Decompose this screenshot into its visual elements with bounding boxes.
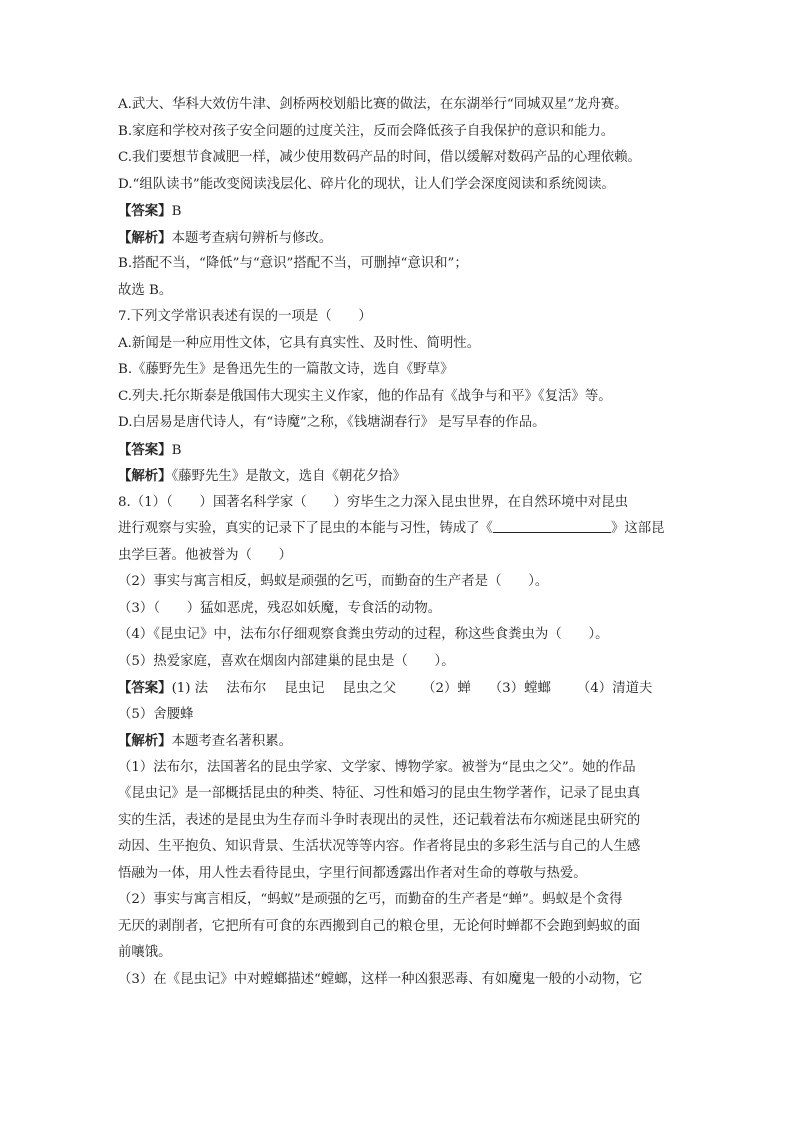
q8-stem-1b <box>118 516 678 543</box>
q8-analysis-p1-l4: 动因、生平抱负、知识背景、生活状况等等内容。作者将昆虫的多彩生活与自己的人生感 <box>118 839 641 854</box>
q8-stem-2: （2）事实与寓言相反，蚂蚁是顽强的乞丐，而勤奋的生产者是（ ）。 <box>118 574 549 589</box>
q8-stem-5: （5）热爱家庭，喜欢在烟囱内部建巢的昆虫是（ ）。 <box>118 653 455 669</box>
q8-analysis-p2-l3: 前嚷饿。 <box>118 945 172 960</box>
answer-label: 【答案】 <box>118 203 172 219</box>
q6-analysis-line2: B.搭配不当，“降低”与“意识”搭配不当，可删掉“意识和”； <box>118 256 468 271</box>
fill-blank <box>493 519 611 533</box>
q8-analysis-p3-l1: （3）在《昆虫记》中对螳螂描述“螳螂，这样一种凶狠恶毒、有如魔鬼一般的小动物，它 <box>118 971 643 987</box>
q6-option-b: B.家庭和学校对孩子安全问题的过度关注，反而会降低孩子自我保护的意识和能力。 <box>118 123 615 139</box>
answer-value: B <box>171 204 182 219</box>
answer-label: 【答案】 <box>118 441 172 458</box>
q8-analysis-p1-l5: 悟融为一体，用人性去看待昆虫，字里行间都透露出作者对生命的尊敬与热爱。 <box>118 865 587 881</box>
analysis-label: 【解析】 <box>118 229 172 246</box>
answer-item: 昆虫之父 <box>342 681 397 696</box>
q8-stem-1c: 虫学巨著。他被誉为（ ） <box>118 547 293 563</box>
analysis-text: 本题考查名著积累。 <box>171 734 293 749</box>
q8-analysis-p2-l1: （2）事实与寓言相反，“蚂蚁”是顽强的乞丐，而勤奋的生产者是“蝉”。蚂蚁是个贪得 <box>118 892 623 907</box>
answer-item: 法布尔 <box>226 681 267 696</box>
q7-option-a: A.新闻是一种应用性文体，它具有真实性、及时性、简明性。 <box>118 335 481 351</box>
q8-answer-5: （5）舍腰蜂 <box>118 706 194 722</box>
answer-item: 昆虫记 <box>284 681 325 696</box>
answer-item: （3）螳螂 <box>488 681 551 696</box>
q7-option-b: B.《藤野先生》是鲁迅先生的一篇散文诗，选自《野草》 <box>118 362 454 377</box>
q7-option-c: C.列夫.托尔斯泰是俄国伟大现实主义作家，他的作品有《战争与和平》《复活》等。 <box>118 388 612 404</box>
q8-analysis-p1-l1: （1）法布尔，法国著名的昆虫学家、文学家、博物学家。被誉为“昆虫之父”。她的作品 <box>118 759 636 775</box>
analysis-label: 【解析】 <box>118 733 172 749</box>
q6-option-c: C.我们要想节食减肥一样，减少使用数码产品的时间，借以缓解对数码产品的心理依赖。 <box>118 150 641 165</box>
answer-item: （4）清道夫 <box>576 681 653 696</box>
q8-analysis-p1-l3: 实的生活，表述的是昆虫为生存而斗争时表现出的灵性，还记载着法布尔痴迷昆虫研究的 <box>118 812 641 828</box>
q8-analysis-p1-l2: 《昆虫记》是一部概括昆虫的种类、特征、习性和婚习的昆虫生物学著作，记录了昆虫真 <box>118 786 641 801</box>
answer-label: 【答案】 <box>118 680 172 696</box>
analysis-text: 本题考查病句辨析与修改。 <box>171 230 333 246</box>
answer-item: (1) 法 <box>171 681 209 696</box>
q8-stem-4: （4）《昆虫记》中，法布尔仔细观察食粪虫劳动的过程，称这些食粪虫为（ ）。 <box>118 627 609 642</box>
q7-option-d: D.白居易是唐代诗人，有“诗魔”之称，《钱塘湖春行》 是写早春的作品。 <box>118 415 546 430</box>
q8-stem-1a: 8.（1）（ ）国著名科学家（ ）穷毕生之力深入昆虫世界，在自然环境中对昆虫 <box>118 494 629 510</box>
answer-item: （2）蝉 <box>422 681 471 696</box>
stem-text: 》这部昆 <box>610 521 665 536</box>
q7-stem: 7.下列文学常识表述有误的一项是（ ） <box>118 309 372 324</box>
q8-analysis <box>118 728 678 755</box>
q6-analysis <box>118 225 678 252</box>
q8-stem-3: （3）（ ）猛如恶虎，残忍如妖魔，专食活的动物。 <box>118 600 442 616</box>
q7-analysis <box>118 463 678 490</box>
stem-text: 进行观察与实验，真实的记录下了昆虫的本能与习性，铸成了《 <box>118 521 493 536</box>
q6-answer <box>118 198 678 225</box>
analysis-text: 《藤野先生》是散文，选自《朝花夕拾》 <box>171 469 406 484</box>
q6-option-d: D.“组队读书”能改变阅读浅层化、碎片化的现状，让人们学会深度阅读和系统阅读。 <box>118 176 615 192</box>
document-page <box>118 92 678 993</box>
q7-answer <box>118 437 678 464</box>
q6-option-a: A.武大、华科大效仿牛津、剑桥两校划船比赛的做法，在东湖举行“同城双星”龙舟赛。 <box>118 97 628 112</box>
q8-analysis-p2-l2: 无厌的剥削者，它把所有可食的东西搬到自己的粮仓里，无论何时蝉都不会跑到蚂蚁的面 <box>118 918 641 934</box>
answer-value: B <box>171 442 182 458</box>
analysis-label: 【解析】 <box>118 468 172 484</box>
q6-analysis-line3: 故选 B。 <box>118 282 173 298</box>
q8-answer <box>118 675 678 702</box>
